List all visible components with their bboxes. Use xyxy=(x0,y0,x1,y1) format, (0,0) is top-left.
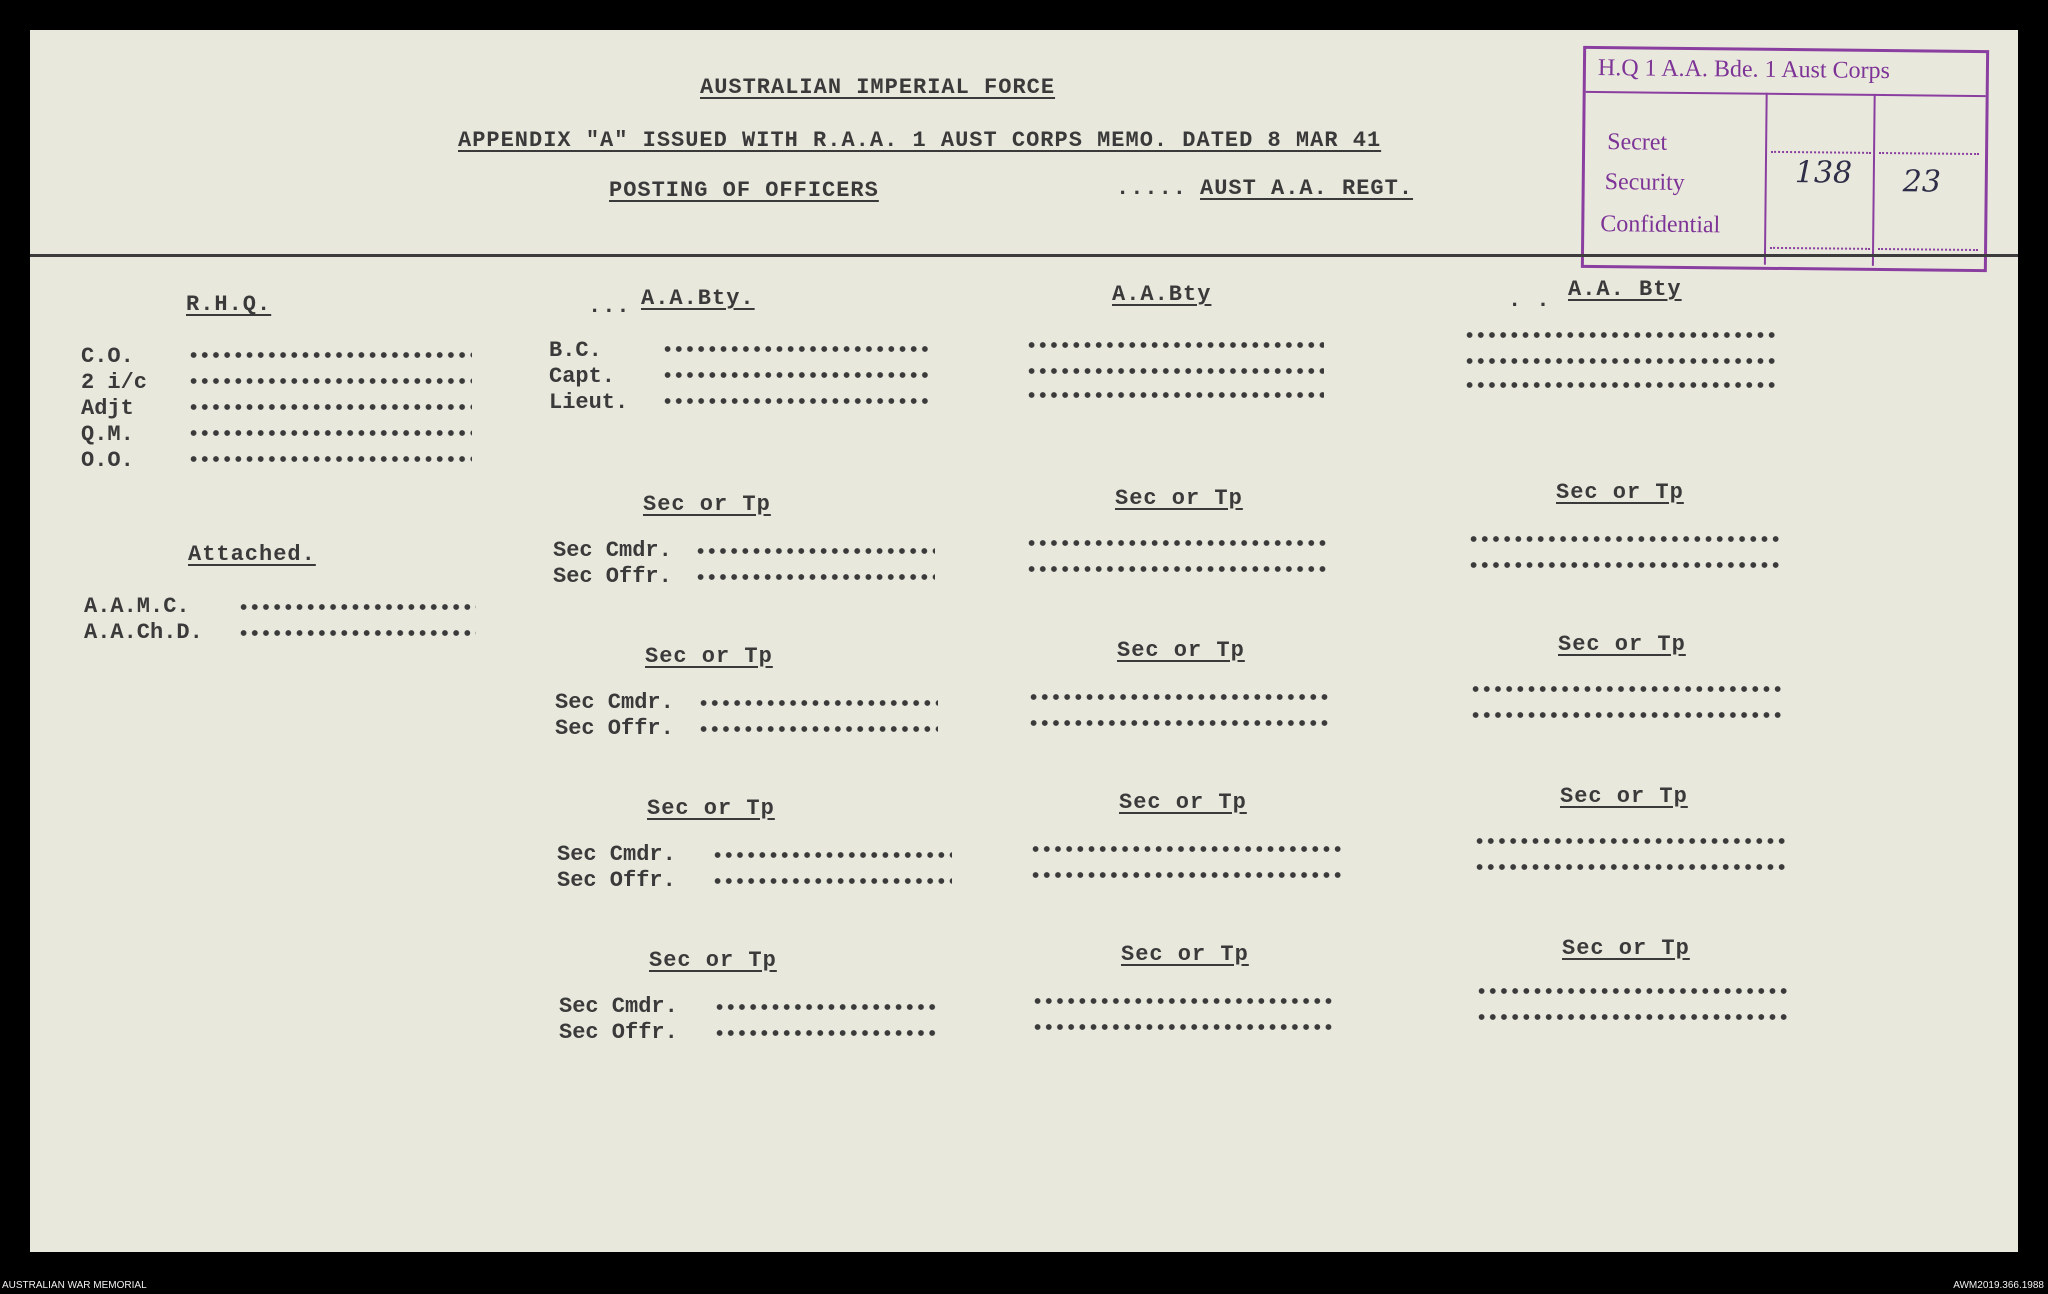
dotted-line xyxy=(1030,846,1344,852)
dotted-line xyxy=(1470,686,1784,692)
section-heading: Sec or Tp xyxy=(647,796,775,821)
dotted-line xyxy=(1026,566,1326,572)
dotted-line xyxy=(1476,988,1790,994)
footer-right: AWM2019.366.1988 xyxy=(1953,1280,2044,1291)
battery-1-labels: B.C. Capt. Lieut. xyxy=(549,338,629,415)
dotted-line xyxy=(188,456,472,462)
section-labels: Sec Cmdr. Sec Offr. xyxy=(553,538,672,589)
battery-1-heading: A.A.Bty. xyxy=(641,286,755,311)
stamp-dotted-row xyxy=(1771,151,1871,154)
stamp-confidential: Confidential xyxy=(1600,211,1721,239)
dotted-line xyxy=(1468,562,1782,568)
stamp-security: Security xyxy=(1604,169,1685,196)
header-posting-title: POSTING OF OFFICERS xyxy=(609,178,879,203)
dotted-line xyxy=(1026,368,1324,374)
stamp-secret: Secret xyxy=(1607,129,1668,156)
security-stamp xyxy=(1581,46,1989,272)
dotted-line xyxy=(1032,1024,1334,1030)
dotted-line xyxy=(1470,712,1784,718)
dotted-line xyxy=(1464,382,1776,388)
dotted-line xyxy=(698,726,938,732)
section-heading: Sec or Tp xyxy=(1121,942,1249,967)
dotted-line xyxy=(1030,872,1344,878)
rhq-labels: C.O. 2 i/c Adjt Q.M. O.O. xyxy=(81,344,148,473)
section-labels: Sec Cmdr. Sec Offr. xyxy=(559,994,678,1045)
dotted-line xyxy=(1028,694,1328,700)
section-labels: Sec Cmdr. Sec Offr. xyxy=(555,690,674,741)
battery-prefix: . . xyxy=(1508,288,1551,313)
attached-heading: Attached. xyxy=(188,542,316,567)
stamp-dotted-row xyxy=(1770,247,1870,250)
dotted-line xyxy=(188,430,472,436)
dotted-line xyxy=(188,352,472,358)
attached-labels: A.A.M.C. A.A.Ch.D. xyxy=(84,594,203,645)
dotted-line xyxy=(662,346,932,352)
section-heading: Sec or Tp xyxy=(1117,638,1245,663)
dotted-line xyxy=(695,548,935,554)
section-heading: Sec or Tp xyxy=(1558,632,1686,657)
stamp-dotted-row xyxy=(1879,152,1979,155)
dotted-line xyxy=(1476,1014,1790,1020)
section-heading: Sec or Tp xyxy=(649,948,777,973)
dotted-line xyxy=(714,1030,940,1036)
header-regt-prefix: ..... xyxy=(1116,176,1188,201)
header-subtitle: APPENDIX "A" ISSUED WITH R.A.A. 1 AUST CORPS MEMO. DATED 8 MAR 41 xyxy=(458,128,1382,153)
dotted-line xyxy=(238,630,476,636)
header-regt: AUST A.A. REGT. xyxy=(1200,176,1414,201)
stamp-number: 138 xyxy=(1794,155,1853,191)
stamp-title: H.Q 1 A.A. Bde. 1 Aust Corps xyxy=(1597,55,1891,85)
section-labels: Sec Cmdr. Sec Offr. xyxy=(557,842,676,893)
dotted-line xyxy=(712,852,952,858)
document-sheet xyxy=(30,30,2018,1252)
dotted-line xyxy=(188,404,472,410)
dotted-line xyxy=(1028,720,1328,726)
section-heading: Sec or Tp xyxy=(1556,480,1684,505)
section-heading: Sec or Tp xyxy=(1560,784,1688,809)
stamp-folio: 23 xyxy=(1902,164,1942,200)
dotted-line xyxy=(1464,358,1776,364)
dotted-line xyxy=(1032,998,1334,1004)
section-heading: Sec or Tp xyxy=(1115,486,1243,511)
dotted-line xyxy=(712,878,952,884)
battery-2-heading: A.A.Bty xyxy=(1112,282,1212,307)
dotted-line xyxy=(695,574,935,580)
section-heading: Sec or Tp xyxy=(1562,936,1690,961)
dotted-line xyxy=(698,700,938,706)
dotted-line xyxy=(1474,838,1788,844)
dotted-line xyxy=(662,372,932,378)
dotted-line xyxy=(188,378,472,384)
stamp-dotted-row xyxy=(1878,248,1978,251)
section-heading: Sec or Tp xyxy=(1119,790,1247,815)
dotted-line xyxy=(662,398,932,404)
dotted-line xyxy=(238,604,476,610)
rhq-heading: R.H.Q. xyxy=(186,292,272,317)
section-heading: Sec or Tp xyxy=(643,492,771,517)
dotted-line xyxy=(1468,536,1782,542)
dotted-line xyxy=(1474,864,1788,870)
section-heading: Sec or Tp xyxy=(645,644,773,669)
dotted-line xyxy=(1026,392,1324,398)
dotted-line xyxy=(1026,540,1326,546)
dotted-line xyxy=(1464,332,1776,338)
header-title: AUSTRALIAN IMPERIAL FORCE xyxy=(700,75,1056,100)
dotted-line xyxy=(1026,342,1324,348)
dotted-line xyxy=(714,1004,940,1010)
battery-3-heading: A.A. Bty xyxy=(1568,277,1682,302)
footer-left: AUSTRALIAN WAR MEMORIAL xyxy=(2,1280,147,1291)
horizontal-rule xyxy=(30,254,2018,257)
battery-prefix: ... xyxy=(588,294,631,319)
